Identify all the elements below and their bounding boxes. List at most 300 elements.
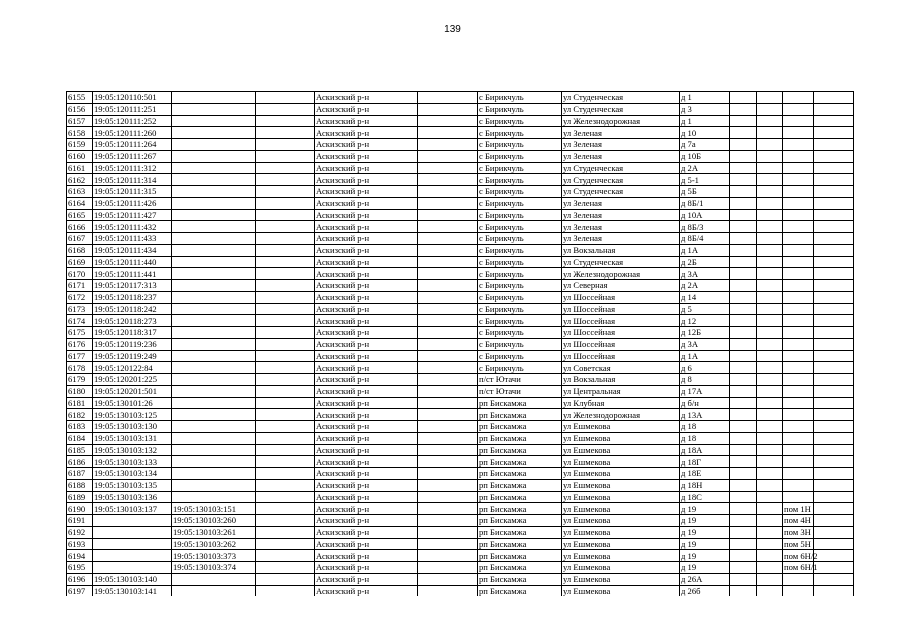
address-register-table [66, 91, 854, 596]
settlement-cell: с Бирикчуль [478, 256, 562, 268]
premises-cell [783, 233, 814, 245]
empty-cell [256, 209, 315, 221]
district-cell: Аскизский р-н [315, 92, 418, 104]
premises-cell [783, 491, 814, 503]
settlement-cell: с Бирикчуль [478, 115, 562, 127]
empty-cell [757, 515, 783, 527]
house-cell: д 3А [680, 338, 730, 350]
house-cell: д 1 [680, 92, 730, 104]
settlement-cell: с Бирикчуль [478, 186, 562, 198]
empty-cell [256, 409, 315, 421]
cadastral-number-cell: 19:05:130103:140 [93, 573, 172, 585]
premises-cell [783, 92, 814, 104]
empty-cell [814, 139, 854, 151]
empty-cell [418, 362, 478, 374]
empty-cell [730, 515, 757, 527]
house-cell: д 2А [680, 162, 730, 174]
table-row [67, 538, 854, 550]
empty-cell [256, 444, 315, 456]
empty-cell [814, 197, 854, 209]
settlement-cell: рп Бискамжа [478, 409, 562, 421]
premises-cell [783, 174, 814, 186]
empty-cell [730, 291, 757, 303]
premises-cell [783, 350, 814, 362]
premises-cell [783, 468, 814, 480]
empty-cell [814, 115, 854, 127]
cadastral-number-cell: 19:05:120111:315 [93, 186, 172, 198]
empty-cell [814, 186, 854, 198]
empty-cell [757, 186, 783, 198]
settlement-cell: рп Бискамжа [478, 526, 562, 538]
empty-cell [418, 139, 478, 151]
empty-cell [730, 444, 757, 456]
district-cell: Аскизский р-н [315, 503, 418, 515]
premises-cell [783, 585, 814, 596]
empty-cell [814, 327, 854, 339]
empty-cell [730, 479, 757, 491]
cadastral-number-cell [93, 526, 172, 538]
premises-cell [783, 256, 814, 268]
empty-cell [418, 456, 478, 468]
street-cell: ул Зеленая [562, 150, 680, 162]
premises-cell: пом 3Н [783, 526, 814, 538]
street-cell: ул Ешмекова [562, 503, 680, 515]
empty-cell [418, 115, 478, 127]
empty-cell [418, 538, 478, 550]
premises-cell [783, 197, 814, 209]
empty-cell [757, 397, 783, 409]
empty-cell [256, 197, 315, 209]
empty-cell [757, 244, 783, 256]
cadastral-number-cell: 19:05:120111:441 [93, 268, 172, 280]
table-row [67, 197, 854, 209]
row-number-cell: 6157 [67, 115, 93, 127]
row-number-cell: 6196 [67, 573, 93, 585]
empty-cell [256, 327, 315, 339]
empty-cell [730, 432, 757, 444]
empty-cell [730, 468, 757, 480]
street-cell: ул Студенческая [562, 256, 680, 268]
house-cell: д 18С [680, 491, 730, 503]
empty-cell [418, 409, 478, 421]
street-cell: ул Студенческая [562, 92, 680, 104]
street-cell: ул Железнодорожная [562, 115, 680, 127]
cadastral-number-cell: 19:05:130103:135 [93, 479, 172, 491]
empty-cell [814, 409, 854, 421]
table-row [67, 127, 854, 139]
empty-cell [757, 432, 783, 444]
table-row [67, 209, 854, 221]
empty-cell [757, 350, 783, 362]
empty-cell [256, 385, 315, 397]
row-number-cell: 6164 [67, 197, 93, 209]
empty-cell [256, 103, 315, 115]
premises-cadastral-number-cell [172, 491, 256, 503]
table-row [67, 115, 854, 127]
street-cell: ул Зеленая [562, 139, 680, 151]
cadastral-number-cell: 19:05:120111:440 [93, 256, 172, 268]
cadastral-number-cell [93, 538, 172, 550]
district-cell: Аскизский р-н [315, 573, 418, 585]
settlement-cell: с Бирикчуль [478, 174, 562, 186]
empty-cell [256, 256, 315, 268]
settlement-cell: рп Бискамжа [478, 538, 562, 550]
empty-cell [730, 139, 757, 151]
premises-cell: пом 1Н [783, 503, 814, 515]
district-cell: Аскизский р-н [315, 197, 418, 209]
empty-cell [730, 327, 757, 339]
district-cell: Аскизский р-н [315, 374, 418, 386]
empty-cell [418, 491, 478, 503]
settlement-cell: п/ст Ютачи [478, 374, 562, 386]
table-row [67, 256, 854, 268]
house-cell: д 18 [680, 432, 730, 444]
empty-cell [814, 515, 854, 527]
empty-cell [814, 92, 854, 104]
house-cell: д 18Н [680, 479, 730, 491]
house-cell: д 12Б [680, 327, 730, 339]
empty-cell [730, 526, 757, 538]
district-cell: Аскизский р-н [315, 468, 418, 480]
house-cell: д 18А [680, 444, 730, 456]
premises-cell [783, 291, 814, 303]
premises-cell [783, 385, 814, 397]
empty-cell [256, 280, 315, 292]
empty-cell [418, 444, 478, 456]
settlement-cell: с Бирикчуль [478, 280, 562, 292]
empty-cell [256, 244, 315, 256]
street-cell: ул Ешмекова [562, 432, 680, 444]
settlement-cell: рп Бискамжа [478, 468, 562, 480]
settlement-cell: с Бирикчуль [478, 103, 562, 115]
district-cell: Аскизский р-н [315, 221, 418, 233]
empty-cell [730, 503, 757, 515]
empty-cell [418, 374, 478, 386]
cadastral-number-cell: 19:05:130103:131 [93, 432, 172, 444]
premises-cell [783, 268, 814, 280]
empty-cell [814, 397, 854, 409]
street-cell: ул Зеленая [562, 209, 680, 221]
table-row [67, 432, 854, 444]
empty-cell [418, 432, 478, 444]
table-row [67, 221, 854, 233]
district-cell: Аскизский р-н [315, 233, 418, 245]
premises-cell [783, 338, 814, 350]
table-row [67, 327, 854, 339]
row-number-cell: 6177 [67, 350, 93, 362]
premises-cadastral-number-cell [172, 397, 256, 409]
empty-cell [814, 280, 854, 292]
empty-cell [730, 562, 757, 574]
premises-cadastral-number-cell: 19:05:130103:260 [172, 515, 256, 527]
street-cell: ул Ешмекова [562, 573, 680, 585]
house-cell: д 19 [680, 550, 730, 562]
empty-cell [814, 127, 854, 139]
table-row [67, 174, 854, 186]
house-cell: д 5-1 [680, 174, 730, 186]
house-cell: д 13А [680, 409, 730, 421]
empty-cell [418, 503, 478, 515]
street-cell: ул Северная [562, 280, 680, 292]
table-row [67, 350, 854, 362]
premises-cadastral-number-cell [172, 162, 256, 174]
street-cell: ул Студенческая [562, 162, 680, 174]
empty-cell [814, 350, 854, 362]
district-cell: Аскизский р-н [315, 162, 418, 174]
row-number-cell: 6181 [67, 397, 93, 409]
premises-cell [783, 127, 814, 139]
cadastral-number-cell: 19:05:120111:312 [93, 162, 172, 174]
empty-cell [730, 315, 757, 327]
empty-cell [418, 573, 478, 585]
street-cell: ул Ешмекова [562, 491, 680, 503]
row-number-cell: 6182 [67, 409, 93, 421]
empty-cell [757, 362, 783, 374]
empty-cell [418, 92, 478, 104]
empty-cell [730, 268, 757, 280]
empty-cell [730, 256, 757, 268]
house-cell: д 12 [680, 315, 730, 327]
row-number-cell: 6197 [67, 585, 93, 596]
district-cell: Аскизский р-н [315, 526, 418, 538]
settlement-cell: рп Бискамжа [478, 573, 562, 585]
empty-cell [730, 280, 757, 292]
table-row [67, 244, 854, 256]
cadastral-number-cell: 19:05:130103:133 [93, 456, 172, 468]
row-number-cell: 6191 [67, 515, 93, 527]
empty-cell [814, 468, 854, 480]
district-cell: Аскизский р-н [315, 315, 418, 327]
house-cell: д 3 [680, 103, 730, 115]
settlement-cell: с Бирикчуль [478, 303, 562, 315]
street-cell: ул Студенческая [562, 186, 680, 198]
empty-cell [757, 115, 783, 127]
empty-cell [757, 538, 783, 550]
empty-cell [814, 233, 854, 245]
empty-cell [814, 491, 854, 503]
row-number-cell: 6175 [67, 327, 93, 339]
table-row [67, 385, 854, 397]
empty-cell [757, 315, 783, 327]
street-cell: ул Зеленая [562, 233, 680, 245]
row-number-cell: 6171 [67, 280, 93, 292]
settlement-cell: рп Бискамжа [478, 397, 562, 409]
district-cell: Аскизский р-н [315, 562, 418, 574]
district-cell: Аскизский р-н [315, 303, 418, 315]
row-number-cell: 6180 [67, 385, 93, 397]
house-cell: д 10Б [680, 150, 730, 162]
premises-cadastral-number-cell [172, 385, 256, 397]
empty-cell [757, 197, 783, 209]
empty-cell [757, 162, 783, 174]
house-cell: д 2А [680, 280, 730, 292]
empty-cell [814, 162, 854, 174]
house-cell: д 6 [680, 362, 730, 374]
street-cell: ул Зеленая [562, 127, 680, 139]
premises-cell [783, 150, 814, 162]
cadastral-number-cell: 19:05:120111:260 [93, 127, 172, 139]
premises-cadastral-number-cell [172, 585, 256, 596]
street-cell: ул Студенческая [562, 103, 680, 115]
cadastral-number-cell: 19:05:120122:84 [93, 362, 172, 374]
district-cell: Аскизский р-н [315, 397, 418, 409]
district-cell: Аскизский р-н [315, 291, 418, 303]
settlement-cell: с Бирикчуль [478, 233, 562, 245]
district-cell: Аскизский р-н [315, 550, 418, 562]
table-row [67, 268, 854, 280]
house-cell: д 8Б/4 [680, 233, 730, 245]
empty-cell [757, 444, 783, 456]
premises-cell: пом 4Н [783, 515, 814, 527]
empty-cell [418, 550, 478, 562]
empty-cell [418, 327, 478, 339]
empty-cell [256, 162, 315, 174]
street-cell: ул Ешмекова [562, 479, 680, 491]
settlement-cell: рп Бискамжа [478, 562, 562, 574]
row-number-cell: 6163 [67, 186, 93, 198]
district-cell: Аскизский р-н [315, 280, 418, 292]
district-cell: Аскизский р-н [315, 585, 418, 596]
premises-cell [783, 444, 814, 456]
empty-cell [757, 209, 783, 221]
premises-cell [783, 209, 814, 221]
street-cell: ул Зеленая [562, 197, 680, 209]
premises-cadastral-number-cell [172, 174, 256, 186]
premises-cell [783, 409, 814, 421]
district-cell: Аскизский р-н [315, 385, 418, 397]
row-number-cell: 6187 [67, 468, 93, 480]
house-cell: д 5 [680, 303, 730, 315]
row-number-cell: 6192 [67, 526, 93, 538]
district-cell: Аскизский р-н [315, 244, 418, 256]
premises-cadastral-number-cell [172, 350, 256, 362]
premises-cell [783, 139, 814, 151]
empty-cell [418, 209, 478, 221]
row-number-cell: 6161 [67, 162, 93, 174]
district-cell: Аскизский р-н [315, 538, 418, 550]
premises-cadastral-number-cell [172, 233, 256, 245]
settlement-cell: рп Бискамжа [478, 421, 562, 433]
premises-cadastral-number-cell: 19:05:130103:374 [172, 562, 256, 574]
premises-cell: пом 6Н/1 [784, 562, 818, 573]
table-row [67, 315, 854, 327]
premises-cadastral-number-cell [172, 139, 256, 151]
row-number-cell: 6168 [67, 244, 93, 256]
empty-cell [256, 491, 315, 503]
empty-cell [757, 103, 783, 115]
empty-cell [757, 127, 783, 139]
district-cell: Аскизский р-н [315, 432, 418, 444]
house-cell: д 18 [680, 421, 730, 433]
empty-cell [757, 479, 783, 491]
empty-cell [730, 174, 757, 186]
table-row [67, 444, 854, 456]
empty-cell [730, 162, 757, 174]
street-cell: ул Ешмекова [562, 585, 680, 596]
empty-cell [757, 291, 783, 303]
empty-cell [256, 468, 315, 480]
settlement-cell: рп Бискамжа [478, 585, 562, 596]
premises-cadastral-number-cell [172, 303, 256, 315]
empty-cell [814, 150, 854, 162]
street-cell: ул Шоссейная [562, 350, 680, 362]
empty-cell [730, 197, 757, 209]
street-cell: ул Советская [562, 362, 680, 374]
empty-cell [730, 92, 757, 104]
street-cell: ул Железнодорожная [562, 409, 680, 421]
empty-cell [256, 550, 315, 562]
table-row [67, 362, 854, 374]
empty-cell [814, 374, 854, 386]
empty-cell [814, 103, 854, 115]
table-row [67, 585, 854, 596]
premises-cell [783, 362, 814, 374]
empty-cell [418, 291, 478, 303]
premises-cadastral-number-cell [172, 103, 256, 115]
house-cell: д 19 [680, 538, 730, 550]
empty-cell [730, 350, 757, 362]
house-cell: д 18Г [680, 456, 730, 468]
empty-cell [814, 432, 854, 444]
premises-cell [783, 573, 814, 585]
row-number-cell: 6166 [67, 221, 93, 233]
empty-cell [730, 538, 757, 550]
cadastral-number-cell: 19:05:130103:136 [93, 491, 172, 503]
district-cell: Аскизский р-н [315, 103, 418, 115]
district-cell: Аскизский р-н [315, 444, 418, 456]
empty-cell [256, 538, 315, 550]
district-cell: Аскизский р-н [315, 268, 418, 280]
house-cell: д 2Б [680, 256, 730, 268]
row-number-cell: 6169 [67, 256, 93, 268]
empty-cell [814, 562, 854, 574]
cadastral-number-cell: 19:05:120119:236 [93, 338, 172, 350]
district-cell: Аскизский р-н [315, 150, 418, 162]
table-row [67, 374, 854, 386]
row-number-cell: 6185 [67, 444, 93, 456]
empty-cell [418, 468, 478, 480]
cadastral-number-cell: 19:05:120111:267 [93, 150, 172, 162]
premises-cadastral-number-cell [172, 444, 256, 456]
empty-cell [814, 585, 854, 596]
empty-cell [730, 573, 757, 585]
house-cell: д 3А [680, 268, 730, 280]
cadastral-number-cell: 19:05:120110:501 [93, 92, 172, 104]
empty-cell [256, 503, 315, 515]
empty-cell [814, 456, 854, 468]
street-cell: ул Вокзальная [562, 244, 680, 256]
empty-cell [730, 362, 757, 374]
settlement-cell: рп Бискамжа [478, 515, 562, 527]
empty-cell [418, 103, 478, 115]
empty-cell [730, 409, 757, 421]
settlement-cell: рп Бискамжа [478, 432, 562, 444]
settlement-cell: п/ст Ютачи [478, 385, 562, 397]
empty-cell [418, 479, 478, 491]
empty-cell [757, 385, 783, 397]
empty-cell [814, 538, 854, 550]
settlement-cell: с Бирикчуль [478, 327, 562, 339]
empty-cell [418, 150, 478, 162]
empty-cell [418, 397, 478, 409]
premises-cell: пом 5Н [783, 538, 814, 550]
premises-cell [783, 327, 814, 339]
premises-cell [783, 421, 814, 433]
empty-cell [757, 585, 783, 596]
house-cell: д 19 [680, 526, 730, 538]
premises-cadastral-number-cell [172, 150, 256, 162]
empty-cell [418, 186, 478, 198]
